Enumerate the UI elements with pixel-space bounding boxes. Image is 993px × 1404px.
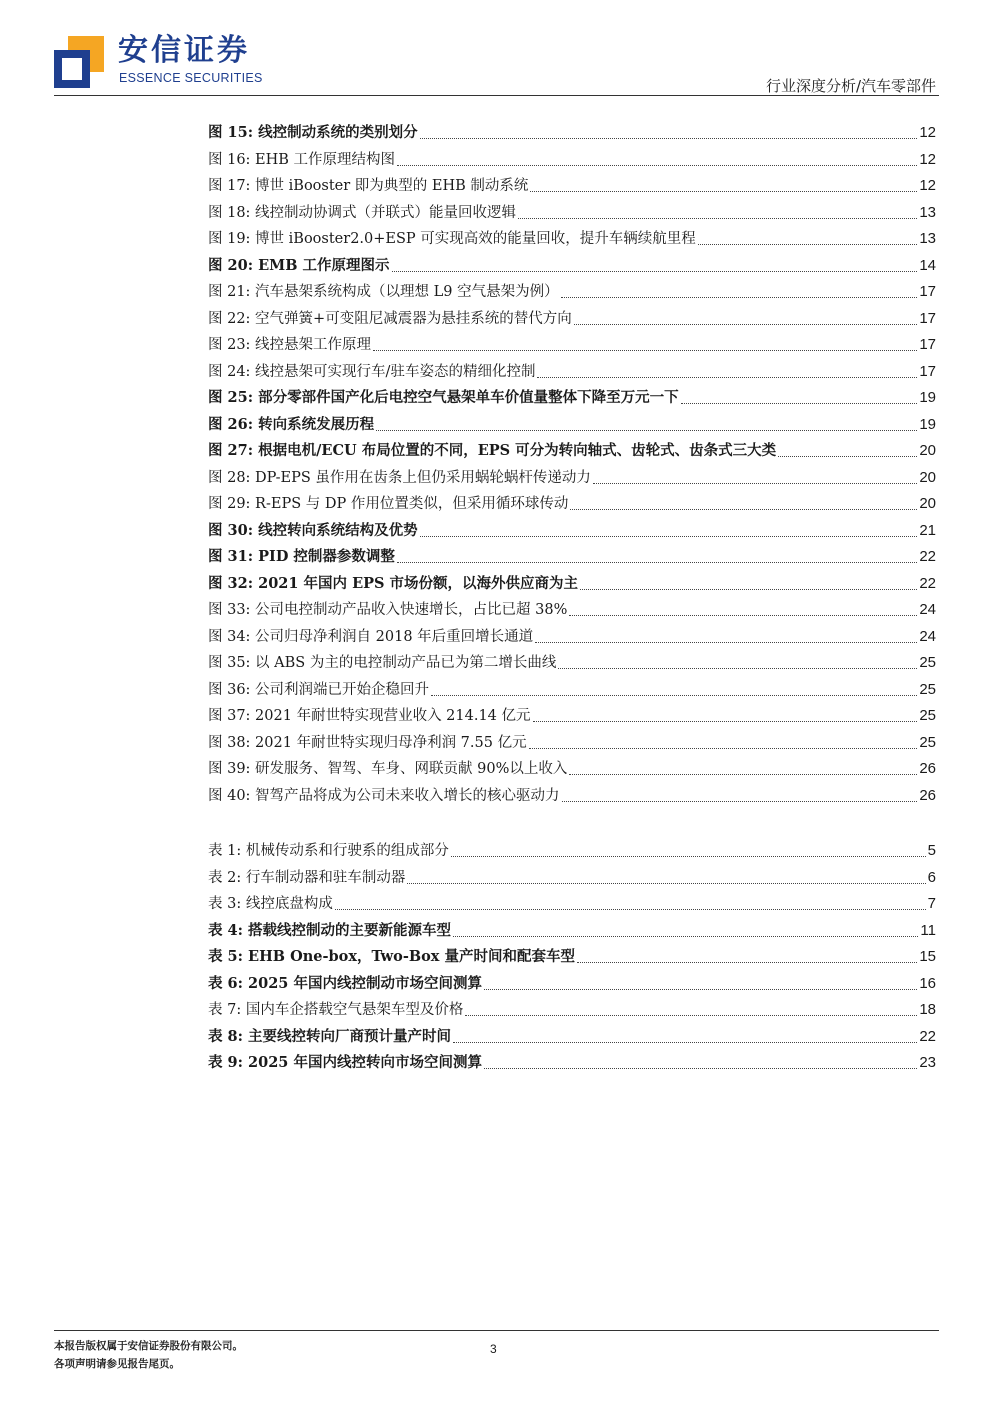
dot-leader (593, 482, 917, 484)
toc-entry-title: 图 27: 根据电机/ECU 布局位置的不同，EPS 可分为转向轴式、齿轮式、齿条式三大类 (208, 442, 777, 459)
toc-entry-page: 18 (919, 1001, 936, 1018)
dot-leader (397, 561, 917, 563)
toc-entry-page: 12 (919, 124, 936, 141)
table-toc-row[interactable] (208, 840, 936, 862)
toc-entry-page: 19 (919, 415, 936, 433)
toc-entry-page: 26 (919, 786, 936, 804)
toc-entry-page: 11 (920, 921, 936, 939)
brand-name-en: ESSENCE SECURITIES (119, 71, 263, 85)
figure-toc-row[interactable] (208, 467, 936, 489)
dot-leader (698, 243, 918, 245)
dot-leader (537, 376, 917, 378)
figure-toc-row[interactable] (208, 520, 936, 542)
figure-toc-row[interactable] (208, 281, 936, 303)
dot-leader (392, 270, 918, 272)
toc-entry-title: 表 8: 主要线控转向厂商预计量产时间 (208, 1027, 452, 1045)
toc-entry-title: 表 3: 线控底盘构成 (208, 896, 333, 912)
figure-toc-row[interactable] (208, 202, 936, 224)
dot-leader (778, 455, 917, 457)
figure-toc-row[interactable] (208, 732, 936, 754)
toc-entry-page: 13 (919, 203, 936, 221)
toc-entry-page: 19 (919, 389, 936, 406)
toc-entry-page: 22 (919, 574, 936, 592)
table-toc-row[interactable] (208, 946, 936, 968)
figure-toc-row[interactable] (208, 758, 936, 780)
toc-entry-title: 图 19: 博世 iBooster2.0+ESP 可实现高效的能量回收，提升车辆续航里程 (208, 231, 696, 247)
toc-entry-title: 图 26: 转向系统发展历程 (208, 415, 375, 433)
figure-toc-row[interactable] (208, 626, 936, 648)
toc-entry-title: 表 9: 2025 年国内线控转向市场空间测算 (208, 1054, 482, 1071)
toc-entry-page: 17 (919, 362, 936, 380)
toc-entry-page: 24 (919, 627, 936, 645)
toc-entry-page: 25 (919, 680, 936, 698)
toc-entry-page: 20 (919, 468, 936, 486)
dot-leader (562, 800, 918, 802)
toc-entry-page: 17 (919, 309, 936, 327)
toc-entry-page: 20 (919, 495, 936, 512)
toc-entry-title: 图 32: 2021 年国内 EPS 市场份额，以海外供应商为主 (208, 574, 579, 592)
toc-entry-title: 图 40: 智驾产品将成为公司未来收入增长的核心驱动力 (208, 787, 560, 804)
toc-entry-title: 表 1: 机械传动系和行驶系的组成部分 (208, 843, 449, 859)
dot-leader (373, 349, 917, 351)
dot-leader (530, 190, 917, 192)
toc-entry-page: 24 (919, 601, 936, 618)
toc-entry-page: 12 (919, 150, 936, 168)
toc-entry-title: 表 4: 搭载线控制动的主要新能源车型 (208, 921, 452, 939)
toc-entry-page: 12 (919, 177, 936, 194)
dot-leader (574, 323, 918, 325)
dot-leader (580, 588, 917, 590)
table-toc-row[interactable] (208, 973, 936, 995)
dot-leader (465, 1014, 917, 1016)
essence-logo-icon (54, 36, 104, 88)
dot-leader (569, 773, 917, 775)
page-number: 3 (490, 1342, 497, 1356)
figure-toc-row[interactable] (208, 679, 936, 701)
toc-entry-page: 17 (919, 283, 936, 300)
toc-entry-page: 22 (919, 548, 936, 565)
toc-entry-page: 15 (919, 948, 936, 965)
table-toc-row[interactable] (208, 999, 936, 1021)
toc-entry-title: 图 25: 部分零部件国产化后电控空气悬架单车价值量整体下降至万元一下 (208, 389, 679, 406)
figure-toc-row[interactable] (208, 414, 936, 436)
toc-entry-title: 表 6: 2025 年国内线控制动市场空间测算 (208, 974, 482, 992)
dot-leader (420, 535, 918, 537)
figure-toc-row[interactable] (208, 334, 936, 356)
dot-leader (376, 429, 917, 431)
toc-entry-title: 图 33: 公司电控制动产品收入快速增长，占比已超 38% (208, 602, 568, 618)
dot-leader (561, 296, 918, 298)
toc-entry-title: 表 2: 行车制动器和驻车制动器 (208, 869, 406, 886)
toc-entry-page: 25 (919, 733, 936, 751)
figure-toc-row[interactable] (208, 546, 936, 568)
figure-toc-row[interactable] (208, 122, 936, 144)
table-toc-row[interactable] (208, 893, 936, 915)
dot-leader (558, 667, 917, 669)
dot-leader (397, 164, 917, 166)
toc-entry-title: 图 28: DP-EPS 虽作用在齿条上但仍采用蜗轮蜗杆传递动力 (208, 469, 591, 486)
dot-leader (431, 694, 917, 696)
toc-entry-title: 图 29: R-EPS 与 DP 作用位置类似，但采用循环球传动 (208, 496, 569, 512)
toc-entry-page: 25 (919, 707, 936, 724)
toc-entry-title: 图 20: EMB 工作原理图示 (208, 256, 390, 274)
figure-toc-row[interactable] (208, 785, 936, 807)
toc-entry-title: 图 16: EHB 工作原理结构图 (208, 151, 396, 168)
dot-leader (569, 614, 917, 616)
dot-leader (681, 402, 918, 404)
toc-entry-page: 14 (919, 256, 936, 274)
figure-toc-row[interactable] (208, 228, 936, 250)
table-toc-row[interactable] (208, 1026, 936, 1048)
dot-leader (577, 961, 917, 963)
figure-toc-row[interactable] (208, 255, 936, 277)
brand-name-cn: 安信证券 (118, 33, 250, 68)
table-toc-row[interactable] (208, 920, 936, 942)
toc-entry-title: 图 37: 2021 年耐世特实现营业收入 214.14 亿元 (208, 708, 531, 724)
dot-leader (484, 1067, 917, 1069)
figure-toc-row[interactable] (208, 652, 936, 674)
figure-toc-row[interactable] (208, 493, 936, 515)
toc-entry-title: 图 31: PID 控制器参数调整 (208, 548, 395, 565)
toc-entry-title: 图 39: 研发服务、智驾、车身、网联贡献 90%以上收入 (208, 761, 568, 777)
figure-toc-row[interactable] (208, 387, 936, 409)
dot-leader (453, 1041, 917, 1043)
figure-toc-row[interactable] (208, 361, 936, 383)
toc-entry-title: 图 35: 以 ABS 为主的电控制动产品已为第二增长曲线 (208, 655, 557, 671)
toc-entry-page: 21 (919, 521, 936, 539)
dot-leader (453, 935, 918, 937)
dot-leader (451, 855, 926, 857)
table-toc-row[interactable] (208, 1052, 936, 1074)
toc-entry-page: 5 (927, 842, 936, 859)
figure-toc-row[interactable] (208, 599, 936, 621)
toc-entry-title: 图 17: 博世 iBooster 即为典型的 EHB 制动系统 (208, 178, 529, 194)
header-divider (54, 95, 939, 96)
toc-entry-title: 图 24: 线控悬架可实现行车/驻车姿态的精细化控制 (208, 363, 536, 380)
dot-leader (484, 988, 917, 990)
toc-entry-title: 表 7: 国内车企搭载空气悬架车型及价格 (208, 1002, 464, 1018)
dot-leader (518, 217, 917, 219)
toc-entry-page: 6 (927, 868, 936, 886)
toc-entry-title: 图 36: 公司利润端已开始企稳回升 (208, 681, 430, 698)
figure-toc-row[interactable] (208, 149, 936, 171)
dot-leader (335, 908, 926, 910)
toc-entry-page: 26 (919, 760, 936, 777)
toc-entry-page: 17 (919, 336, 936, 353)
toc-entry-page: 16 (919, 974, 936, 992)
table-toc-row[interactable] (208, 867, 936, 889)
figure-toc-row[interactable] (208, 705, 936, 727)
toc-entry-title: 图 21: 汽车悬架系统构成（以理想 L9 空气悬架为例） (208, 284, 559, 300)
toc-entry-title: 图 22: 空气弹簧+可变阻尼减震器为悬挂系统的替代方向 (208, 310, 572, 327)
toc-entry-title: 图 23: 线控悬架工作原理 (208, 337, 372, 353)
toc-entry-title: 图 18: 线控制动协调式（并联式）能量回收逻辑 (208, 204, 517, 221)
dot-leader (420, 137, 918, 139)
toc-entry-page: 13 (919, 230, 936, 247)
toc-entry-page: 20 (919, 442, 936, 459)
figure-toc-row[interactable] (208, 175, 936, 197)
toc-entry-page: 25 (919, 654, 936, 671)
dot-leader (529, 747, 918, 749)
toc-entry-title: 图 38: 2021 年耐世特实现归母净利润 7.55 亿元 (208, 734, 527, 751)
disclaimer-note: 各项声明请参见报告尾页。 (54, 1358, 180, 1370)
dot-leader (407, 882, 925, 884)
dot-leader (570, 508, 917, 510)
toc-entry-title: 图 34: 公司归母净利润自 2018 年后重回增长通道 (208, 628, 534, 645)
copyright-note: 本报告版权属于安信证券股份有限公司。 (54, 1340, 243, 1352)
toc-entry-page: 22 (919, 1027, 936, 1045)
toc-entry-title: 图 15: 线控制动系统的类别划分 (208, 124, 418, 141)
figure-toc-row[interactable] (208, 440, 936, 462)
toc-entry-title: 表 5: EHB One-box，Two-Box 量产时间和配套车型 (208, 948, 575, 965)
toc-entry-title: 图 30: 线控转向系统结构及优势 (208, 521, 418, 539)
toc-entry-page: 7 (927, 895, 936, 912)
report-section-label: 行业深度分析/汽车零部件 (765, 77, 936, 95)
figure-toc-row[interactable] (208, 573, 936, 595)
dot-leader (535, 641, 917, 643)
dot-leader (533, 720, 918, 722)
footer-divider (54, 1330, 939, 1331)
figure-toc-row[interactable] (208, 308, 936, 330)
toc-entry-page: 23 (919, 1054, 936, 1071)
